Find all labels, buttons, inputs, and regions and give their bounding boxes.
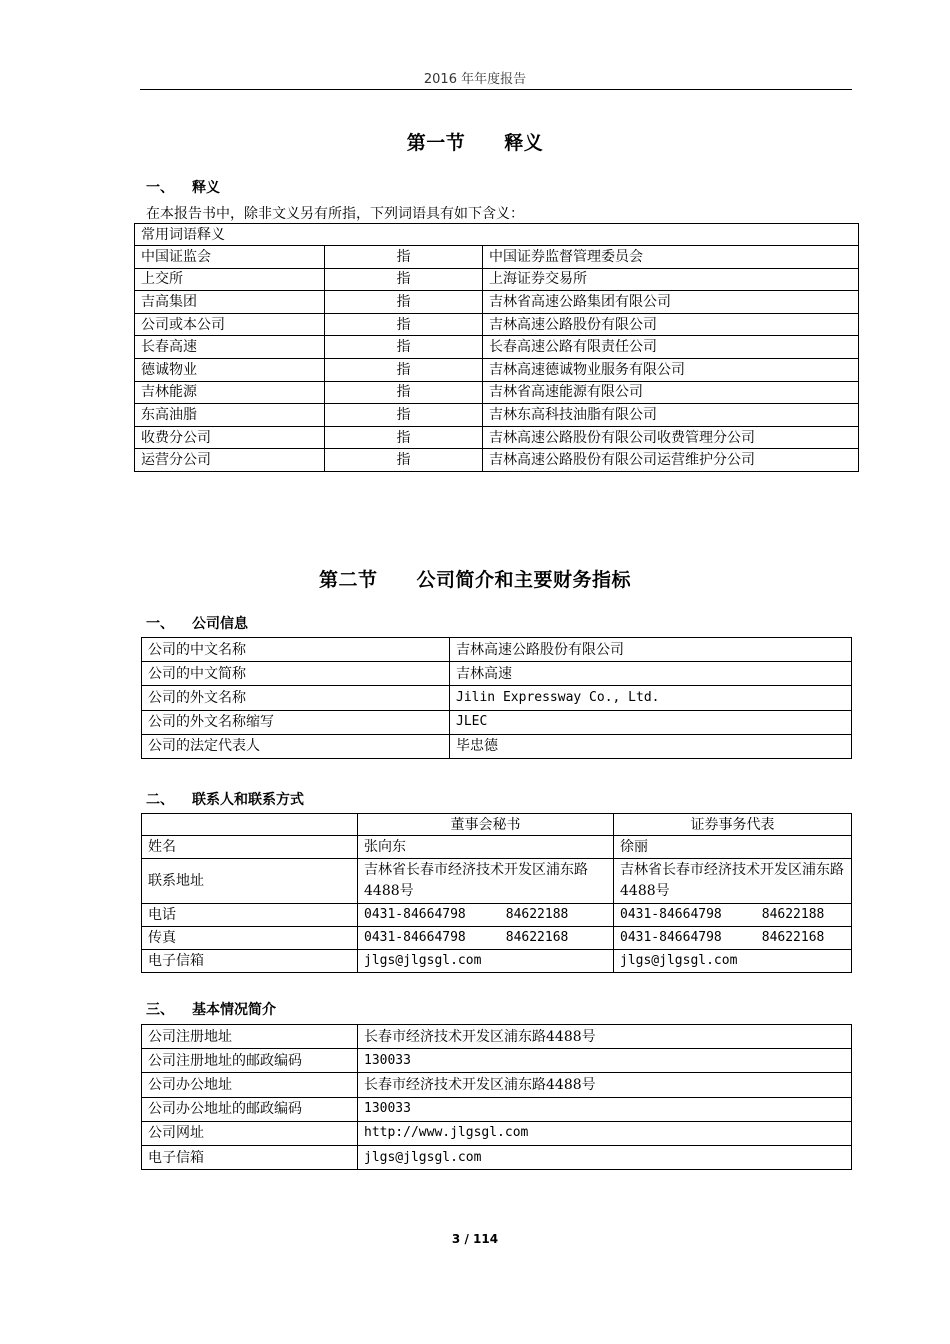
info-value: Jilin Expressway Co., Ltd. [450,686,852,710]
section2-title: 第二节 公司简介和主要财务指标 [318,569,631,591]
row-label: 传真 [142,927,358,950]
term-meaning-cell: 吉林东高科技油脂有限公司 [483,404,859,427]
row-label: 电话 [142,904,358,927]
info-value: JLEC [450,710,852,734]
heading-number: 三、 [146,1002,174,1018]
column-header-secretary: 董事会秘书 [358,814,614,836]
section1-title: 第一节 释义 [406,132,544,154]
representative-phone [614,904,852,927]
term-meaning-cell: 中国证券监督管理委员会 [483,246,859,269]
phone-number: 0431-84664798 [364,907,466,922]
secretary-phone [358,904,614,927]
row-label: 联系地址 [142,859,358,904]
term-cell: 长春高速 [135,336,325,359]
info-value: 130033 [358,1097,852,1121]
info-label: 公司办公地址 [142,1073,358,1097]
term-mark-cell: 指 [325,381,483,404]
table-caption: 常用词语释义 [135,224,859,246]
table-row [135,313,859,336]
term-meaning-cell: 吉林高速公路股份有限公司收费管理分公司 [483,426,859,449]
term-cell: 收费分公司 [135,426,325,449]
table-row [135,449,859,472]
table-row [135,246,859,269]
term-mark-cell: 指 [325,291,483,314]
info-value: jlgs@jlgsgl.com [358,1145,852,1169]
term-mark-cell: 指 [325,358,483,381]
heading-label: 联系人和联系方式 [192,792,304,808]
term-meaning-cell: 吉林高速公路股份有限公司 [483,313,859,336]
section1-intro: 在本报告书中，除非文义另有所指，下列词语具有如下含义： [146,206,524,222]
table-row [142,686,852,710]
info-label: 电子信箱 [142,1145,358,1169]
table-row [135,291,859,314]
table-row [142,638,852,662]
term-cell: 吉林能源 [135,381,325,404]
header-divider [140,89,852,90]
info-label: 公司的外文名称缩写 [142,710,450,734]
table-row [142,1145,852,1169]
subheading-number: 一、 [146,180,174,196]
table-row [142,836,852,859]
term-cell: 吉高集团 [135,291,325,314]
term-meaning-cell: 吉林高速德诚物业服务有限公司 [483,358,859,381]
row-label: 电子信箱 [142,950,358,973]
representative-name: 徐丽 [614,836,852,859]
term-cell: 公司或本公司 [135,313,325,336]
table-cell-blank [142,814,358,836]
table-row [142,814,852,836]
contacts-heading [146,789,304,809]
phone-number: 0431-84664798 [620,907,722,922]
info-label: 公司注册地址的邮政编码 [142,1049,358,1073]
info-label: 公司的法定代表人 [142,734,450,758]
company-info-heading [146,613,248,633]
table-row [142,1073,852,1097]
term-mark-cell: 指 [325,336,483,359]
secretary-name: 张向东 [358,836,614,859]
fax-number: 84622168 [505,930,569,945]
table-row [142,734,852,758]
table-row [142,1121,852,1145]
term-mark-cell: 指 [325,404,483,427]
term-cell: 运营分公司 [135,449,325,472]
heading-label: 公司信息 [192,616,248,632]
secretary-email: jlgs@jlgsgl.com [358,950,614,973]
info-label: 公司的外文名称 [142,686,450,710]
info-value: 吉林高速公路股份有限公司 [450,638,852,662]
term-cell: 德诚物业 [135,358,325,381]
representative-address: 吉林省长春市经济技术开发区浦东路4488号 [614,859,852,904]
table-row [142,710,852,734]
table-row [142,859,852,904]
info-label: 公司办公地址的邮政编码 [142,1097,358,1121]
term-mark-cell: 指 [325,268,483,291]
info-value: 长春市经济技术开发区浦东路4488号 [358,1025,852,1049]
table-row [142,950,852,973]
basic-info-table [141,1024,852,1170]
table-row [135,426,859,449]
table-row [142,927,852,950]
term-meaning-cell: 吉林省高速公路集团有限公司 [483,291,859,314]
term-cell: 东高油脂 [135,404,325,427]
heading-label: 基本情况简介 [192,1002,276,1018]
info-value: 130033 [358,1049,852,1073]
table-row [135,381,859,404]
representative-fax [614,927,852,950]
heading-number: 一、 [146,616,174,632]
term-mark-cell: 指 [325,449,483,472]
section1-subheading [146,177,220,197]
table-caption-row [135,224,859,246]
heading-number: 二、 [146,792,174,808]
table-row [142,904,852,927]
phone-number: 84622188 [761,907,825,922]
table-row [135,358,859,381]
report-header: 2016 年年度报告 [423,72,527,87]
term-meaning-cell: 吉林省高速能源有限公司 [483,381,859,404]
table-row [142,1049,852,1073]
term-mark-cell: 指 [325,246,483,269]
term-mark-cell: 指 [325,313,483,336]
info-value: 吉林高速 [450,662,852,686]
term-meaning-cell: 吉林高速公路股份有限公司运营维护分公司 [483,449,859,472]
fax-number: 0431-84664798 [364,930,466,945]
secretary-address: 吉林省长春市经济技术开发区浦东路4488号 [358,859,614,904]
term-meaning-cell: 上海证券交易所 [483,268,859,291]
info-value: http://www.jlgsgl.com [358,1121,852,1145]
definitions-table [134,223,859,472]
row-label: 姓名 [142,836,358,859]
basic-info-heading [146,999,276,1019]
term-meaning-cell: 长春高速公路有限责任公司 [483,336,859,359]
info-label: 公司的中文名称 [142,638,450,662]
phone-number: 84622188 [505,907,569,922]
fax-number: 0431-84664798 [620,930,722,945]
company-info-table [141,637,852,759]
table-row [135,268,859,291]
table-row [142,1025,852,1049]
representative-email: jlgs@jlgsgl.com [614,950,852,973]
subheading-label: 释义 [192,180,220,196]
info-value: 长春市经济技术开发区浦东路4488号 [358,1073,852,1097]
term-cell: 上交所 [135,268,325,291]
table-row [135,336,859,359]
info-label: 公司注册地址 [142,1025,358,1049]
table-row [135,404,859,427]
contacts-table [141,813,852,973]
term-cell: 中国证监会 [135,246,325,269]
column-header-representative: 证券事务代表 [614,814,852,836]
table-row [142,1097,852,1121]
table-row [142,662,852,686]
info-value: 毕忠德 [450,734,852,758]
secretary-fax [358,927,614,950]
info-label: 公司的中文简称 [142,662,450,686]
term-mark-cell: 指 [325,426,483,449]
fax-number: 84622168 [761,930,825,945]
info-label: 公司网址 [142,1121,358,1145]
page-number: 3 / 114 [451,1232,499,1246]
